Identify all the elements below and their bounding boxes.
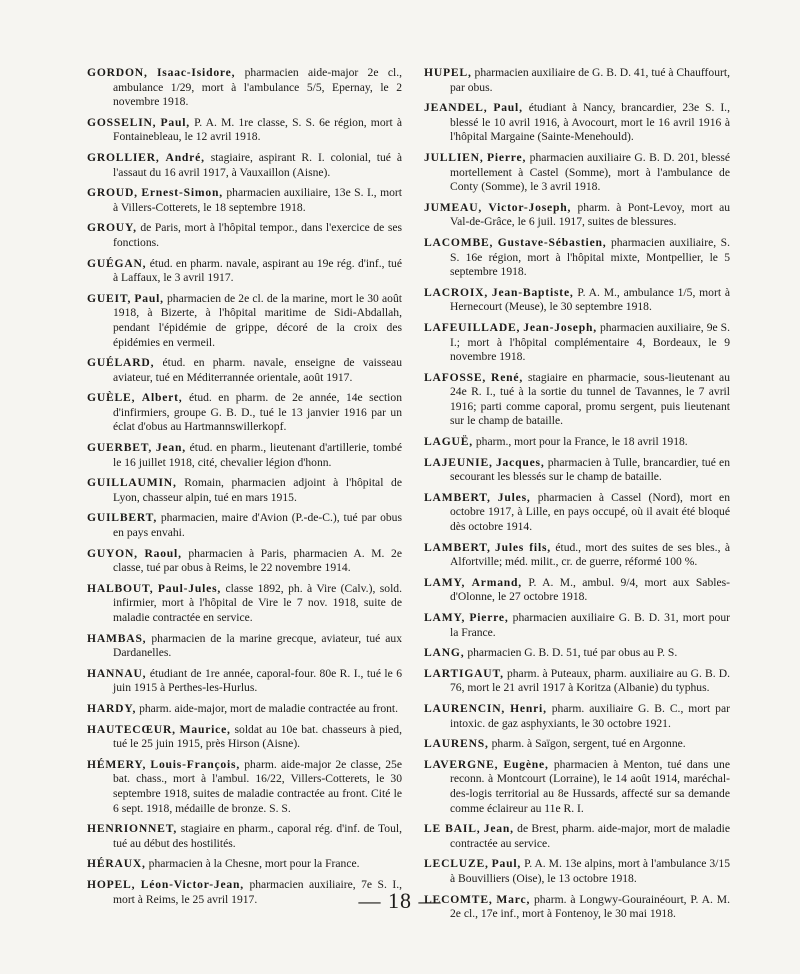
entry-text: pharmacien à la Chesne, mort pour la France.	[148, 857, 360, 871]
obituary-entry	[424, 435, 730, 450]
entry-surname: LE BAIL,	[424, 822, 481, 836]
entry-surname: GOSSELIN,	[87, 115, 157, 129]
entry-given-name: Isaac-Isidore,	[157, 66, 236, 79]
entry-surname: HÉMERY,	[87, 757, 147, 771]
obituary-entry	[87, 391, 402, 435]
obituary-entry	[424, 667, 730, 696]
entry-given-name: Jean,	[483, 822, 514, 836]
entry-text: Romain, pharmacien adjoint à l'hôpital de Lyon, chasseur alpin, tué en mars 1915.	[113, 476, 402, 504]
entry-given-name: Marc,	[496, 892, 531, 906]
entry-text: pharmacien à Tulle, brancardier, tué en secourant les blessés sur le champ de bataille.	[450, 455, 730, 484]
obituary-entry	[424, 758, 730, 816]
obituary-entry	[424, 737, 730, 752]
entry-surname: GUÉLARD,	[87, 356, 155, 370]
entry-surname: JEANDEL,	[424, 101, 488, 115]
obituary-entry	[87, 667, 402, 696]
entry-given-name: André,	[165, 150, 205, 164]
entry-text: étudiant à Nancy, brancardier, 23e S. I., blessé le 10 avril 1916, à Avocourt, mort le 16 avril 1916 à l'hôpital Margaine (Sainte-Menehould).	[450, 101, 730, 144]
entry-text: pharm. à Saïgon, sergent, tué en Argonne.	[491, 737, 686, 751]
obituary-entry	[424, 101, 730, 145]
entry-text: étud. en pharm., lieutenant d'artillerie, tombé le 16 juillet 1918, cité, chevalier légion d'honn.	[113, 441, 402, 469]
entry-given-name: Léon-Victor-Jean,	[140, 877, 244, 891]
entry-surname: JULLIEN,	[424, 150, 484, 164]
entry-given-name: Paul-Jules,	[157, 581, 222, 595]
entry-surname: LAMY,	[424, 575, 466, 589]
entry-text: P. A. M. 13e alpins, mort à l'ambulance 3/15 à Bouvilliers (Oise), le 13 octobre 1918.	[450, 857, 730, 885]
obituary-entry	[87, 723, 402, 752]
entry-surname: LAFOSSE,	[424, 370, 487, 384]
entry-surname: HOPEL,	[87, 877, 136, 891]
entry-surname: LAMY,	[424, 611, 466, 624]
obituary-entry	[87, 257, 402, 286]
obituary-entry	[87, 632, 402, 661]
entry-surname: HANNAU,	[87, 666, 147, 680]
entry-text: pharmacien à Cassel (Nord), mort en octobre 1917, à Lille, en pays occupé, où il avait été bloqué dès octobre 1914.	[450, 490, 730, 534]
entry-text: étud. en pharm. de 2e année, 14e section d'infirmiers, groupe G. B. D., tué le 13 janvier 1916 par un éclat d'obus au Hartmannswillerkopf.	[113, 391, 402, 434]
entry-given-name: Pierre,	[469, 611, 509, 624]
entry-given-name: Paul,	[134, 291, 164, 305]
obituary-entry	[424, 66, 730, 95]
entry-surname: GUEIT,	[87, 291, 132, 305]
entry-surname: LAMBERT,	[424, 490, 491, 504]
entry-given-name: Ernest-Simon,	[141, 186, 223, 200]
entry-given-name: Jean,	[155, 441, 186, 455]
entry-text: pharmacien auxiliaire G. B. D. 201, blessé mortellement à Castel (Somme), mort à l'ambulance de Conty (Somme), le 3 avril 1918.	[450, 150, 730, 194]
entry-surname: LAFEUILLADE,	[424, 320, 521, 334]
entry-surname: HARDY,	[87, 701, 137, 715]
entry-text: pharm. à Pont-Levoy, mort au Val-de-Grâce, le 6 juil. 1917, suites de blessures.	[450, 200, 731, 229]
entry-given-name: Paul,	[493, 101, 523, 115]
obituary-entry	[424, 702, 730, 731]
entry-text: pharm. à Puteaux, pharm. auxiliaire au G. B. D. 76, mort le 21 avril 1917 à Koritza (Albanie) du typhus.	[450, 666, 730, 695]
entry-given-name: Victor-Joseph,	[488, 200, 572, 214]
entry-given-name: Maurice,	[179, 722, 231, 736]
entry-text: P. A. M., ambulance 1/5, mort à Hernecourt (Meuse), le 30 septembre 1918.	[450, 285, 730, 314]
obituary-entry	[87, 186, 402, 215]
obituary-entry	[424, 857, 730, 886]
obituary-entry	[87, 66, 402, 110]
obituary-entry	[87, 758, 402, 816]
obituary-entry	[424, 321, 730, 365]
entry-surname: GUÈLE,	[87, 391, 136, 405]
entry-surname: GUÉGAN,	[87, 256, 147, 270]
right-column	[424, 66, 730, 928]
entry-text: étud. en pharm. navale, enseigne de vaisseau aviateur, tué en Méditerrannée orientale, août 1917.	[113, 356, 403, 384]
entry-given-name: Jules fils,	[495, 540, 551, 554]
entry-given-name: Jean-Joseph,	[523, 320, 597, 334]
obituary-entry	[87, 476, 402, 505]
entry-text: pharm. aide-major 2e classe, 25e bat. chass., mort à l'ambul. 16/22, Villers-Cotterets, le 30 septembre 1918, suites de maladie contractée au front. Cité le 6 sept. 1918, médaille de bronze. S. S.	[113, 757, 402, 815]
entry-surname: HENRIONNET,	[87, 822, 178, 836]
entry-given-name: Eugène,	[503, 757, 549, 771]
entry-surname: LAGUË,	[424, 435, 473, 449]
entry-given-name: René,	[491, 370, 524, 384]
entry-text: étud. en pharm. navale, aspirant au 19e rég. d'inf., tué à Laffaux, le 3 avril 1917.	[113, 256, 402, 285]
entry-text: pharm. auxiliaire G. B. C., mort par intoxic. de gaz asphyxiants, le 30 octobre 1921.	[450, 701, 730, 730]
obituary-entry	[87, 151, 402, 180]
obituary-entry	[424, 371, 730, 429]
entry-given-name: Paul,	[160, 115, 190, 129]
entry-text: pharmacien G. B. D. 51, tué par obus au P. S.	[467, 646, 678, 660]
entry-surname: HUPEL,	[424, 66, 472, 79]
obituary-entry	[424, 286, 730, 315]
entry-text: pharmacien auxiliaire, 9e S. I.; mort à l'hôpital complémentaire 4, Bordeaux, le 9 novembre 1918.	[450, 320, 730, 364]
entry-surname: LECLUZE,	[424, 857, 489, 871]
obituary-entry	[87, 547, 402, 576]
obituary-entry	[87, 356, 402, 385]
entry-surname: GUYON,	[87, 546, 138, 560]
entry-surname: HÉRAUX,	[87, 857, 146, 871]
entry-surname: LAVERGNE,	[424, 757, 499, 771]
entry-text: pharmacien auxiliaire, S. S. 16e région, mort à l'hôpital mixte, Montpellier, le 5 septembre 1918.	[450, 235, 730, 279]
entry-text: soldat au 10e bat. chasseurs à pied, tué le 25 juin 1915, près Hirson (Aisne).	[113, 722, 402, 751]
entry-text: pharmacien aide-major 2e cl., ambulance 1/29, mort à l'ambulance 5/5, Epernay, le 2 novembre 1918.	[113, 66, 402, 109]
entry-given-name: Louis-François,	[150, 757, 241, 771]
entry-text: pharmacien auxiliaire G. B. D. 31, mort pour la France.	[450, 611, 730, 639]
obituary-entry	[424, 822, 730, 851]
entry-surname: GROUY,	[87, 221, 137, 235]
entry-given-name: Jacques,	[495, 455, 545, 469]
entry-given-name: Gustave-Sébastien,	[497, 235, 607, 249]
entry-text: classe 1892, ph. à Vire (Calv.), sold. infirmier, mort à l'hôpital de Vire le 7 nov. 1918, suite de maladie contractée en service.	[113, 581, 402, 624]
obituary-entry	[87, 702, 402, 717]
entry-surname: LAMBERT,	[424, 540, 491, 554]
obituary-entry	[424, 491, 730, 535]
entry-surname: LECOMTE,	[424, 892, 493, 906]
left-column	[87, 66, 402, 913]
entry-text: pharmacien à Menton, tué dans une reconn. à Montcourt (Lorraine), le 14 août 1914, maréchal-des-logis territorial au 8e Hussards, affecté sur sa demande comme éclaireur au 11e R. I.	[450, 757, 731, 815]
entry-surname: LACROIX,	[424, 285, 489, 299]
entry-text: pharmacien, maire d'Avion (P.-de-C.), tué par obus en pays envahi.	[113, 511, 402, 540]
entry-given-name: Raoul,	[144, 546, 182, 560]
entry-text: P. A. M. 1re classe, S. S. 6e région, mort à Fontainebleau, le 12 avril 1918.	[113, 115, 402, 144]
obituary-entry	[424, 646, 730, 661]
entry-surname: HALBOUT,	[87, 581, 154, 595]
entry-surname: LAJEUNIE,	[424, 455, 493, 469]
entry-given-name: Pierre,	[487, 150, 527, 164]
entry-text: pharm. aide-major, mort de maladie contractée au front.	[139, 701, 399, 715]
entry-text: stagiaire en pharmacie, sous-lieutenant au 24e R. I., tué à la sortie du tunnel de Tavannes, le 7 avril 1916; parti comme caporal, promu sergent, puis lieutenant sur le champ de bataille.	[450, 370, 730, 428]
obituary-entry	[87, 292, 402, 350]
entry-given-name: Jules,	[497, 490, 531, 504]
entry-text: de Paris, mort à l'hôpital tempor., dans l'exercice de ses fonctions.	[113, 221, 402, 249]
entry-text: pharmacien auxiliaire, 7e S. I., mort à Reims, le 25 avril 1917.	[113, 877, 402, 906]
entry-given-name: Jean-Baptiste,	[491, 285, 574, 299]
obituary-entry	[87, 822, 402, 851]
entry-surname: HAUTECŒUR,	[87, 722, 176, 736]
entry-surname: LARTIGAUT,	[424, 666, 504, 680]
entry-surname: GORDON,	[87, 66, 148, 79]
entry-given-name: Albert,	[141, 391, 183, 405]
obituary-entry	[87, 511, 402, 540]
entry-surname: LAURENCIN,	[424, 701, 506, 715]
entry-text: pharmacien auxiliaire, 13e S. I., mort à Villers-Cotterets, le 18 septembre 1918.	[113, 186, 402, 214]
entry-given-name: Armand,	[471, 575, 522, 589]
entry-surname: JUMEAU,	[424, 200, 483, 214]
obituary-entry	[87, 221, 402, 250]
entry-surname: GUILBERT,	[87, 511, 158, 525]
entry-text: de Brest, pharm. aide-major, mort de maladie contractée au service.	[450, 822, 730, 850]
entry-given-name: Paul,	[491, 857, 522, 871]
entry-surname: GROUD,	[87, 186, 138, 200]
entry-text: pharmacien de la marine grecque, aviateur, tué aux Dardanelles.	[113, 631, 403, 660]
entry-text: étud., mort des suites de ses bles., à Alfortville; méd. milit., cr. de guerre, réformé 100 %.	[450, 540, 730, 569]
obituary-entry	[87, 441, 402, 470]
obituary-entry	[87, 582, 402, 626]
entry-text: pharmacien de 2e cl. de la marine, mort le 30 août 1918, à Bizerte, à l'hôpital maritime de Sidi-Abdallah, pendant l'épidémie de grippe, décoré de la croix des épidémies en vermeil.	[113, 291, 402, 349]
obituary-entry	[424, 576, 730, 605]
entry-text: pharm. à Longwy-Gourainéourt, P. A. M. 2e cl., 17e inf., mort à Fontenoy, le 30 mai 1918.	[450, 892, 730, 921]
page-number: — 18 —	[358, 888, 442, 913]
entry-surname: HAMBAS,	[87, 631, 147, 645]
entry-text: pharmacien auxiliaire de G. B. D. 41, tué à Chauffourt, par obus.	[450, 66, 730, 94]
entry-surname: GUILLAUMIN,	[87, 476, 177, 490]
entry-text: stagiaire en pharm., caporal rég. d'inf. de Toul, tué au début des hostilités.	[113, 822, 402, 850]
obituary-entry	[87, 116, 402, 145]
entry-surname: GUERBET,	[87, 441, 153, 455]
obituary-entry	[424, 201, 730, 230]
obituary-entry	[424, 611, 730, 640]
entry-text: stagiaire, aspirant R. I. colonial, tué à l'assaut du 16 avril 1917, à Vauxaillon (Aisne).	[113, 150, 402, 179]
entry-surname: GROLLIER,	[87, 150, 160, 164]
entry-text: étudiant de 1re année, caporal-four. 80e R. I., tué le 6 juin 1915 à Perthes-les-Hurlus.	[113, 666, 402, 695]
obituary-entry	[424, 541, 730, 570]
entry-text: pharm., mort pour la France, le 18 avril 1918.	[475, 435, 688, 449]
entry-surname: LACOMBE,	[424, 235, 494, 249]
entry-text: P. A. M., ambul. 9/4, mort aux Sables-d'Olonne, le 27 octobre 1918.	[450, 575, 730, 604]
obituary-entry	[424, 236, 730, 280]
entry-surname: LAURENS,	[424, 737, 489, 751]
entry-surname: LANG,	[424, 646, 465, 660]
obituary-entry	[87, 857, 402, 872]
obituary-entry	[424, 456, 730, 485]
entry-given-name: Henri,	[510, 701, 547, 715]
entry-text: pharmacien à Paris, pharmacien A. M. 2e classe, tué par obus à Reims, le 22 novembre 1914.	[113, 546, 402, 575]
obituary-entry	[424, 151, 730, 195]
